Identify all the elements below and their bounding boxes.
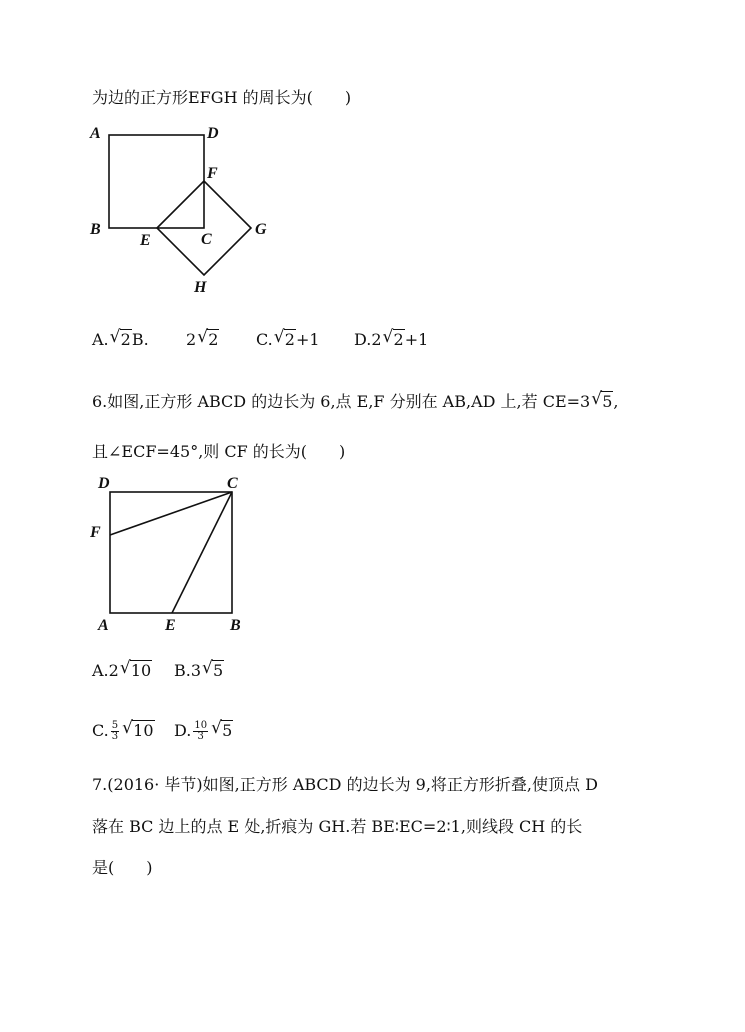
square-abcd <box>109 135 204 228</box>
q6-option-a: A.2 √ 10 <box>92 658 152 680</box>
q5-option-d: D.2 √ 2+1 <box>354 327 429 349</box>
figure-q5-labels <box>89 125 267 296</box>
label-b-2: B <box>230 617 241 634</box>
q7-line1: 7.(2016· 毕节)如图,正方形 ABCD 的边长为 9,将正方形折叠,使顶点 D <box>92 775 598 794</box>
label-g: G <box>255 221 267 238</box>
label-f: F <box>207 165 218 182</box>
figure-q6 <box>110 492 232 613</box>
label-e-2: E <box>165 617 176 634</box>
q5-option-c: C. √ 2+1 <box>256 327 320 349</box>
label-f-2: F <box>90 524 101 541</box>
label-a-2: A <box>98 617 109 634</box>
label-c-2: C <box>227 475 238 492</box>
q5-option-a: A. √ 2B. <box>92 327 149 349</box>
label-h: H <box>194 279 207 296</box>
label-b: B <box>90 221 101 238</box>
figure-q5 <box>109 135 251 275</box>
q5-option-b: 2 √ 2 <box>186 327 219 349</box>
q6-stem-line2: 且∠ECF=45°,则 CF 的长为( ) <box>92 442 346 461</box>
q6-option-b: B.3 √ 5 <box>174 658 224 680</box>
label-e: E <box>140 232 151 249</box>
q7-line3: 是( ) <box>92 858 153 877</box>
label-c: C <box>201 231 212 248</box>
square-abcd-2 <box>110 492 232 613</box>
fraction-5-3: $\frac{5}{3}$ <box>111 720 119 742</box>
q6-stem-line1: 6.如图,正方形 ABCD 的边长为 6,点 E,F 分别在 AB,AD 上,若 CE=3 √ 5, <box>92 389 619 411</box>
label-a: A <box>90 125 101 142</box>
q7-line2: 落在 BC 边上的点 E 处,折痕为 GH.若 BE∶EC=2∶1,则线段 CH 的长 <box>92 817 583 836</box>
fraction-10-3: $\frac{10}{3}$ <box>194 720 208 742</box>
q5-stem-tail: 为边的正方形EFGH 的周长为( ) <box>92 88 352 107</box>
label-d-2: D <box>98 475 110 492</box>
label-d: D <box>207 125 219 142</box>
q6-option-d: D. $\frac{10}{3}$ √ 5 <box>174 718 233 742</box>
figure-q6-labels <box>89 475 241 634</box>
q6-option-c: C. $\frac{5}{3}$ √ 10 <box>92 718 154 742</box>
